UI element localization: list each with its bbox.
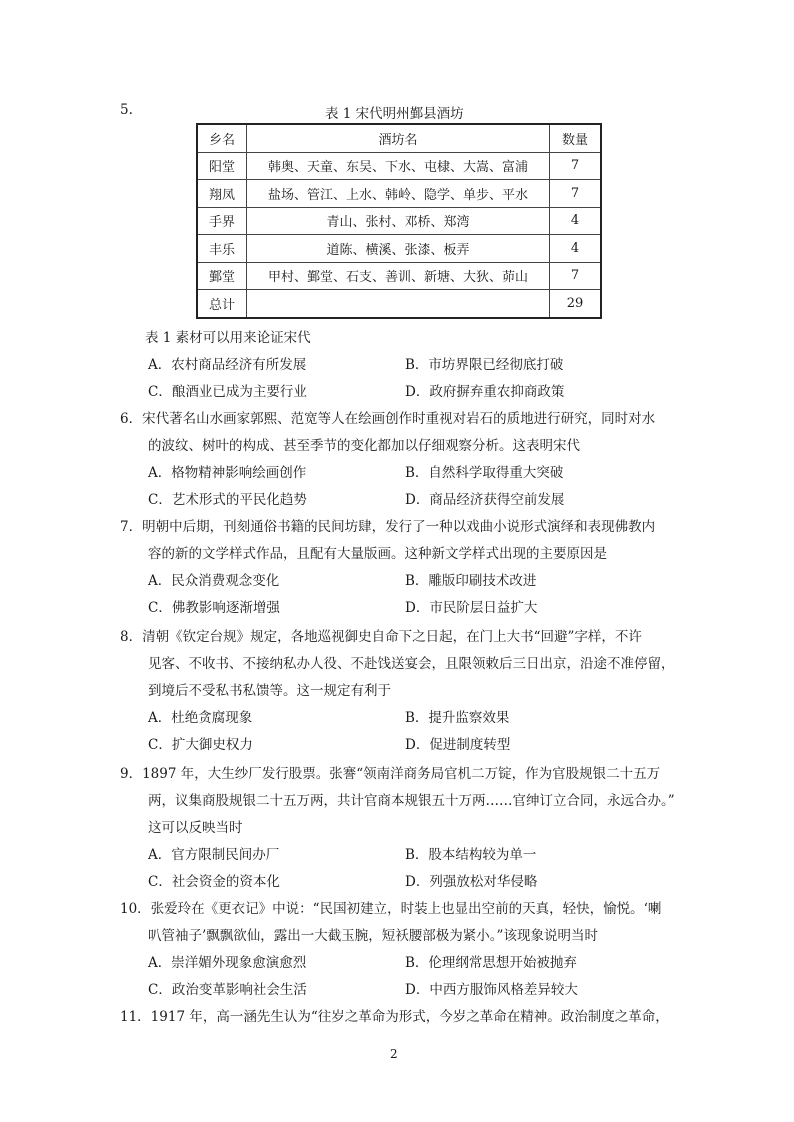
table-caption: 表 1 宋代明州鄞县酒坊 (325, 106, 464, 122)
table-row (197, 152, 601, 180)
q9-option-c: C．社会资金的资本化 (148, 874, 280, 890)
q6-stem-line-1: 6．宋代著名山水画家郭熙、范宽等人在绘画创作时重视对岩石的质地进行研究，同时对水 (120, 411, 656, 427)
q5-option-c: C．酿酒业已成为主要行业 (148, 384, 307, 400)
table-cell: 7 (550, 262, 602, 290)
table-cell: 7 (550, 180, 602, 208)
q6-option-a: A．格物精神影响绘画创作 (148, 465, 307, 481)
q9-option-d: D．列强放松对华侵略 (405, 874, 538, 890)
table-cell: 总计 (197, 290, 247, 318)
q9-option-a: A．官方限制民间办厂 (148, 847, 280, 863)
table-cell: 阳堂 (197, 152, 247, 180)
table-header-cell: 酒坊名 (247, 124, 550, 152)
table-cell: 4 (550, 207, 602, 235)
q6-option-d: D．商品经济获得空前发展 (405, 492, 565, 508)
q5-option-d: D．政府摒弃重农抑商政策 (405, 384, 565, 400)
table-header-cell: 乡名 (197, 124, 247, 152)
table-cell: 鄞堂 (197, 262, 247, 290)
q11-stem-line-1: 11．1917 年，高一涵先生认为“往岁之革命为形式，今岁之革命在精神。政治制度之革命， (120, 1009, 669, 1025)
page-number: 2 (390, 1047, 398, 1061)
table-cell: 29 (550, 290, 602, 318)
q7-stem-line-2: 容的新的文学样式作品，且配有大量版画。这种新文学样式出现的主要原因是 (148, 546, 607, 562)
table-row (197, 180, 601, 208)
table-cell: 翔凤 (197, 180, 247, 208)
q7-stem-line-1: 7．明朝中后期，刊刻通俗书籍的民间坊肆，发行了一种以戏曲小说形式演绎和表现佛教内 (120, 519, 656, 535)
q8-option-a: A．杜绝贪腐现象 (148, 710, 253, 726)
q10-option-a: A．崇洋媚外现象愈演愈烈 (148, 955, 307, 971)
table-row (197, 262, 601, 290)
table-cell: 7 (550, 152, 602, 180)
q8-option-b: B．提升监察效果 (405, 710, 510, 726)
q7-option-a: A．民众消费观念变化 (148, 573, 280, 589)
q10-option-d: D．中西方服饰风格差异较大 (405, 982, 578, 998)
q5-stem: 表 1 素材可以用来论证宋代 (145, 330, 311, 346)
table-total-row (197, 290, 601, 318)
table-header-row (197, 124, 601, 152)
q10-stem-line-2: 叭管袖子’飘飘欲仙，露出一大截玉腕，短袄腰部极为紧小。”该现象说明当时 (148, 928, 598, 944)
table-cell: 4 (550, 235, 602, 263)
table-cell: 盐场、管江、上水、韩岭、隐学、单步、平水 (247, 180, 550, 208)
q5-number: 5. (120, 102, 133, 118)
table-cell: 道陈、横溪、张漆、板弄 (247, 235, 550, 263)
q8-stem-line-3: 到境后不受私书私馈等。这一规定有利于 (148, 683, 391, 699)
table-cell: 青山、张村、邓桥、郑湾 (247, 207, 550, 235)
q9-stem-line-2: 两，议集商股规银二十五万两，共计官商本规银五十万两……官绅订立合同，永远合办。” (148, 793, 675, 809)
q5-option-a: A．农村商品经济有所发展 (148, 357, 307, 373)
q9-stem-line-3: 这可以反映当时 (148, 820, 243, 836)
table-row (197, 235, 601, 263)
table-row (197, 207, 601, 235)
q9-stem-line-1: 9．1897 年，大生纱厂发行股票。张謇“领南洋商务局官机二万锭，作为官股规银二十五万 (120, 766, 661, 782)
table-cell: 手界 (197, 207, 247, 235)
q9-option-b: B．股本结构较为单一 (405, 847, 537, 863)
q10-stem-line-1: 10．张爱玲在《更衣记》中说：“民国初建立，时装上也显出空前的天真，轻快，愉悦。‘喇 (120, 901, 662, 917)
table-cell (247, 290, 550, 318)
table-cell: 丰乐 (197, 235, 247, 263)
winery-table (196, 123, 602, 319)
table-header-cell: 数量 (550, 124, 602, 152)
q6-option-c: C．艺术形式的平民化趋势 (148, 492, 307, 508)
q6-stem-line-2: 的波纹、树叶的构成、甚至季节的变化都加以仔细观察分析。这表明宋代 (148, 438, 580, 454)
q8-stem-line-2: 见客、不收书、不接纳私办人役、不赴饯送宴会，且限领敕后三日出京，沿途不准停留， (148, 656, 675, 672)
q6-option-b: B．自然科学取得重大突破 (405, 465, 564, 481)
q8-option-d: D．促进制度转型 (405, 737, 511, 753)
q10-option-b: B．伦理纲常思想开始被抛弃 (405, 955, 577, 971)
q5-option-b: B．市坊界限已经彻底打破 (405, 357, 564, 373)
table-cell: 韩奥、天童、东吴、下水、屯棣、大嵩、富浦 (247, 152, 550, 180)
q8-stem-line-1: 8．清朝《钦定台规》规定，各地巡视御史自命下之日起，在门上大书“回避”字样，不许 (120, 629, 642, 645)
q7-option-d: D．市民阶层日益扩大 (405, 600, 538, 616)
q8-option-c: C．扩大御史权力 (148, 737, 253, 753)
q7-option-b: B．雕版印刷技术改进 (405, 573, 537, 589)
q10-option-c: C．政治变革影响社会生活 (148, 982, 307, 998)
q7-option-c: C．佛教影响逐渐增强 (148, 600, 280, 616)
table-cell: 甲村、鄞堂、石支、善训、新塘、大狄、茆山 (247, 262, 550, 290)
